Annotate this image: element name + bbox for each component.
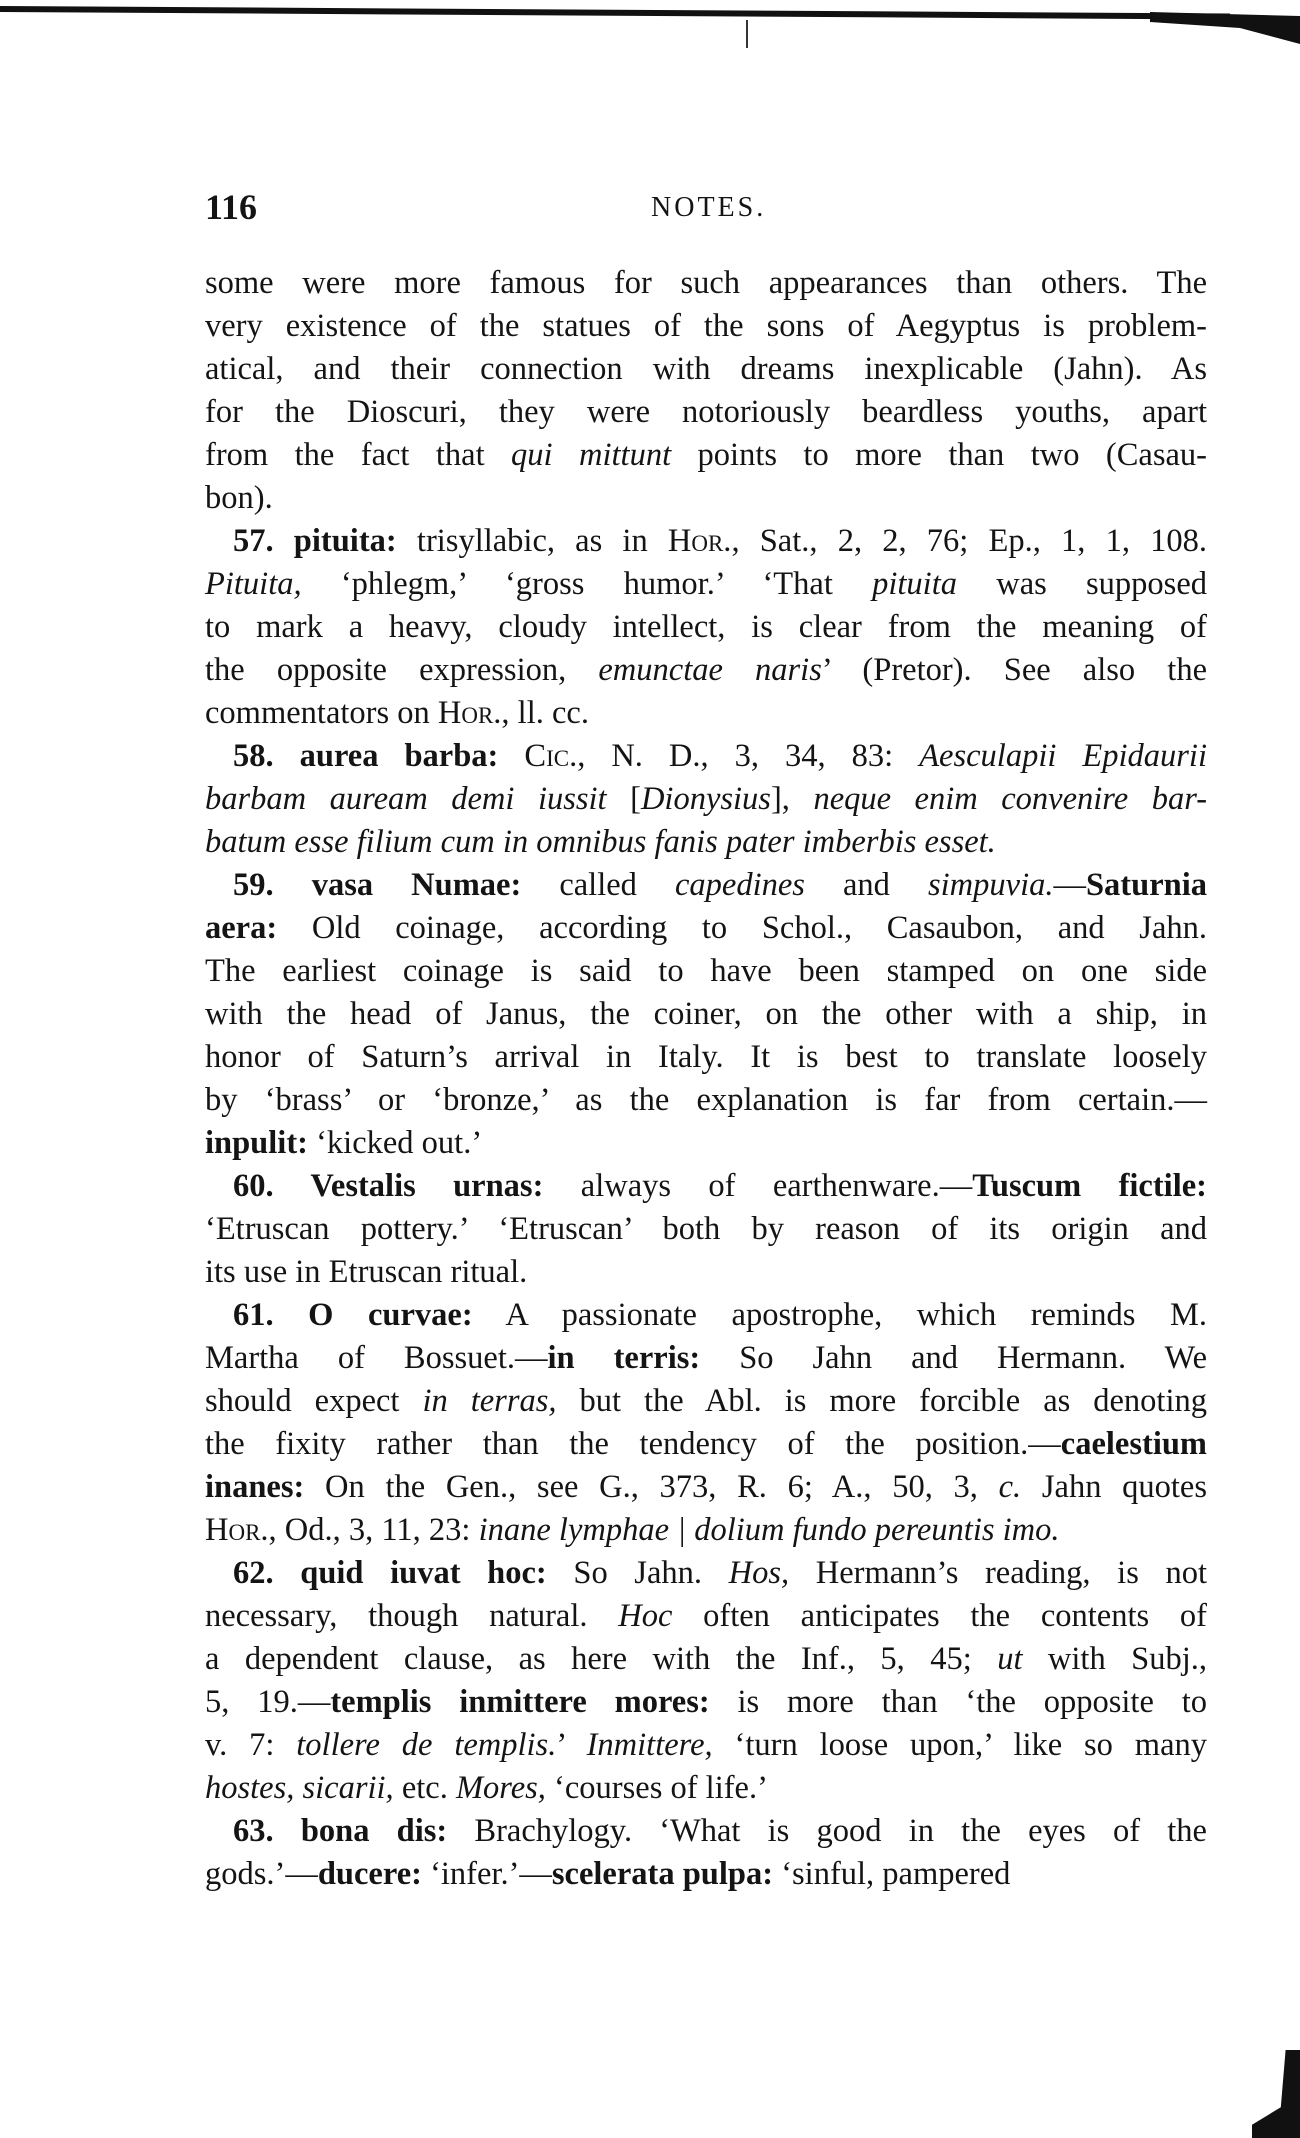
- text-segment: Dionysius: [640, 781, 771, 817]
- text-segment: was supposed: [956, 566, 1207, 602]
- text-line: [205, 1810, 1207, 1853]
- text-segment: barbam auream demi iussit: [205, 781, 607, 817]
- text-segment: —: [1053, 867, 1086, 903]
- text-line: [205, 1165, 1207, 1208]
- text-segment: 5, 19.—: [205, 1684, 331, 1720]
- text-line: [205, 1552, 1207, 1595]
- lemma: 57. pituita:: [233, 523, 397, 559]
- text-line: [205, 348, 1207, 391]
- text-segment: etc.: [393, 1770, 456, 1806]
- text-line: [205, 1036, 1207, 1079]
- text-segment: ‘courses of life.’: [545, 1770, 768, 1806]
- text-segment: Old coinage, according to Schol., Casaubon, and Jahn.: [277, 910, 1207, 946]
- text-line: [205, 1638, 1207, 1681]
- text-segment: ‘infer.’—: [421, 1856, 552, 1892]
- text-line: [205, 950, 1207, 993]
- text-segment: capedines: [674, 867, 805, 903]
- text-segment: So Jahn.: [546, 1555, 729, 1591]
- text-segment: commentators on: [205, 695, 438, 731]
- text-segment: ‘phlegm,’ ‘gross humor.’ ‘That: [301, 566, 873, 602]
- text-line: [205, 477, 1207, 520]
- text-line: [205, 821, 1207, 864]
- scan-bottom-corner-mark: [1252, 2050, 1300, 2138]
- text-line: [205, 305, 1207, 348]
- text-segment: ],: [770, 781, 814, 817]
- text-segment: Aesculapii Epidaurii: [919, 738, 1207, 774]
- text-segment: very existence of the statues of the sons of Aegyptus is problem-: [205, 308, 1207, 344]
- text-segment: Jahn quotes: [1021, 1469, 1207, 1505]
- lemma: 58. aurea barba:: [233, 738, 499, 774]
- text-line: [205, 1724, 1207, 1767]
- text-segment: The earliest coinage is said to have been stamped on one side: [205, 953, 1207, 989]
- text-segment: v. 7:: [205, 1727, 297, 1763]
- text-line: [205, 1208, 1207, 1251]
- text-segment: On the Gen., see G., 373, R. 6; A., 50, 3,: [304, 1469, 999, 1505]
- text-line: [205, 1509, 1207, 1552]
- text-segment: Hor.: [205, 1512, 269, 1548]
- lemma: templis inmittere mores:: [330, 1684, 710, 1720]
- lemma: aera:: [205, 910, 278, 946]
- text-line: [205, 262, 1207, 305]
- lemma: Saturnia: [1085, 867, 1207, 903]
- text-segment: , ll. cc.: [501, 695, 589, 731]
- text-segment: trisyllabic, as in: [396, 523, 668, 559]
- lemma: ducere:: [317, 1856, 422, 1892]
- text-segment: to mark a heavy, cloudy intellect, is clear from the meaning of: [205, 609, 1207, 645]
- text-line: [205, 1681, 1207, 1724]
- text-segment: Cic.: [524, 738, 578, 774]
- lemma: inanes:: [205, 1469, 305, 1505]
- text-segment: some were more famous for such appearances than others. The: [205, 265, 1207, 301]
- text-segment: bon).: [205, 480, 273, 516]
- lemma: 60. Vestalis urnas:: [233, 1168, 544, 1204]
- text-line: [205, 907, 1207, 950]
- text-segment: and: [804, 867, 928, 903]
- text-line: [205, 1337, 1207, 1380]
- scan-tick-mark: [746, 20, 748, 48]
- text-segment: emunctae naris: [598, 652, 822, 688]
- text-line: [205, 1767, 1207, 1810]
- text-line: [205, 1853, 1207, 1896]
- text-segment: ‘Etruscan pottery.’ ‘Etruscan’ both by reason of its origin and: [205, 1211, 1207, 1247]
- text-segment: Inmittere,: [586, 1727, 713, 1763]
- text-segment: always of earthenware.—: [543, 1168, 973, 1204]
- text-segment: qui mittunt: [511, 437, 672, 473]
- text-segment: with the head of Janus, the coiner, on the other with a ship, in: [205, 996, 1207, 1032]
- text-segment: Martha of Bossuet.—: [205, 1340, 548, 1376]
- text-segment: , Sat., 2, 2, 76; Ep., 1, 1, 108.: [731, 523, 1207, 559]
- text-line: [205, 1079, 1207, 1122]
- text-segment: from the fact that: [205, 437, 512, 473]
- text-segment: should expect: [205, 1383, 423, 1419]
- page-header: [205, 186, 1210, 236]
- scan-top-rule: [0, 6, 1230, 20]
- text-segment: A passionate apostrophe, which reminds M.: [472, 1297, 1207, 1333]
- text-segment: [: [606, 781, 641, 817]
- text-segment: for the Dioscuri, they were notoriously beardless youths, apart: [205, 394, 1207, 430]
- text-line: [205, 1423, 1207, 1466]
- text-segment: So Jahn and Hermann. We: [700, 1340, 1208, 1376]
- text-segment: in terras,: [422, 1383, 557, 1419]
- lemma: in terris:: [547, 1340, 701, 1376]
- text-segment: batum esse filium cum in omnibus fanis pater imberbis esset.: [205, 824, 996, 860]
- text-segment: pituita: [872, 566, 957, 602]
- text-segment: Hor.: [667, 523, 732, 559]
- text-segment: ’ (Pretor). See also the: [821, 652, 1208, 688]
- text-segment: Mores,: [455, 1770, 546, 1806]
- text-line: [205, 391, 1207, 434]
- text-segment: points to more than two (Casau-: [671, 437, 1207, 473]
- text-line: [205, 649, 1207, 692]
- text-line: [205, 1294, 1207, 1337]
- running-head: NOTES.: [651, 192, 767, 223]
- text-segment: atical, and their connection with dreams inexplicable (Jahn). As: [205, 351, 1207, 387]
- text-segment: , Od., 3, 11, 23:: [268, 1512, 479, 1548]
- text-segment: necessary, though natural.: [205, 1598, 619, 1634]
- text-line: [205, 735, 1207, 778]
- text-segment: the opposite expression,: [205, 652, 599, 688]
- text-segment: Hermann’s reading, is not: [789, 1555, 1207, 1591]
- text-line: [205, 1380, 1207, 1423]
- text-segment: c.: [998, 1469, 1022, 1505]
- text-segment: ‘turn loose upon,’ like so many: [712, 1727, 1208, 1763]
- text-line: [205, 1251, 1207, 1294]
- text-segment: honor of Saturn’s arrival in Italy. It is best to translate loosely: [205, 1039, 1207, 1075]
- text-segment: with Subj.,: [1022, 1641, 1207, 1677]
- lemma: 61. O curvae:: [233, 1297, 473, 1333]
- text-segment: ’: [556, 1727, 587, 1763]
- text-segment: gods.’—: [205, 1856, 318, 1892]
- text-line: [205, 778, 1207, 821]
- text-segment: neque enim convenire bar-: [813, 781, 1208, 817]
- lemma: 63. bona dis:: [233, 1813, 448, 1849]
- lemma: caelestium: [1060, 1426, 1207, 1462]
- text-line: [205, 993, 1207, 1036]
- lemma: 59. vasa Numae:: [233, 867, 522, 903]
- text-segment: a dependent clause, as here with the Inf., 5, 45;: [205, 1641, 998, 1677]
- scan-corner-shadow: [1150, 4, 1300, 44]
- text-line: [205, 520, 1207, 563]
- text-line: [205, 1122, 1207, 1165]
- text-segment: Pituita,: [205, 566, 302, 602]
- text-segment: often anticipates the contents of: [672, 1598, 1207, 1634]
- text-line: [205, 864, 1207, 907]
- text-segment: simpuvia.: [928, 867, 1054, 903]
- text-line: [205, 606, 1207, 649]
- text-segment: , N. D., 3, 34, 83:: [577, 738, 920, 774]
- text-segment: but the Abl. is more forcible as denoting: [556, 1383, 1207, 1419]
- text-segment: ut: [997, 1641, 1023, 1677]
- text-segment: Brachylogy. ‘What is good in the eyes of the: [447, 1813, 1207, 1849]
- text-segment: Hos,: [728, 1555, 790, 1591]
- notes-body: [205, 262, 1207, 1896]
- text-line: [205, 563, 1207, 606]
- text-line: [205, 692, 1207, 735]
- lemma: inpulit:: [205, 1125, 308, 1161]
- text-segment: its use in Etruscan ritual.: [205, 1254, 528, 1290]
- text-segment: Hoc: [618, 1598, 673, 1634]
- text-segment: is more than ‘the opposite to: [709, 1684, 1207, 1720]
- text-segment: tollere de templis.: [296, 1727, 557, 1763]
- lemma: scelerata pulpa:: [551, 1856, 774, 1892]
- text-segment: ‘sinful, pampered: [773, 1856, 1011, 1892]
- lemma: 62. quid iuvat hoc:: [233, 1555, 547, 1591]
- text-segment: hostes, sicarii,: [205, 1770, 394, 1806]
- text-line: [205, 1595, 1207, 1638]
- text-segment: [498, 738, 524, 774]
- text-segment: called: [521, 867, 675, 903]
- text-segment: Hor.: [437, 695, 502, 731]
- text-line: [205, 434, 1207, 477]
- text-segment: inane lymphae | dolium fundo pereuntis imo.: [478, 1512, 1060, 1548]
- text-segment: ‘kicked out.’: [307, 1125, 483, 1161]
- page-number: 116: [205, 187, 258, 227]
- text-line: [205, 1466, 1207, 1509]
- text-segment: by ‘brass’ or ‘bronze,’ as the explanation is far from certain.—: [205, 1082, 1207, 1118]
- text-segment: the fixity rather than the tendency of the position.—: [205, 1426, 1061, 1462]
- lemma: Tuscum fictile:: [972, 1168, 1207, 1204]
